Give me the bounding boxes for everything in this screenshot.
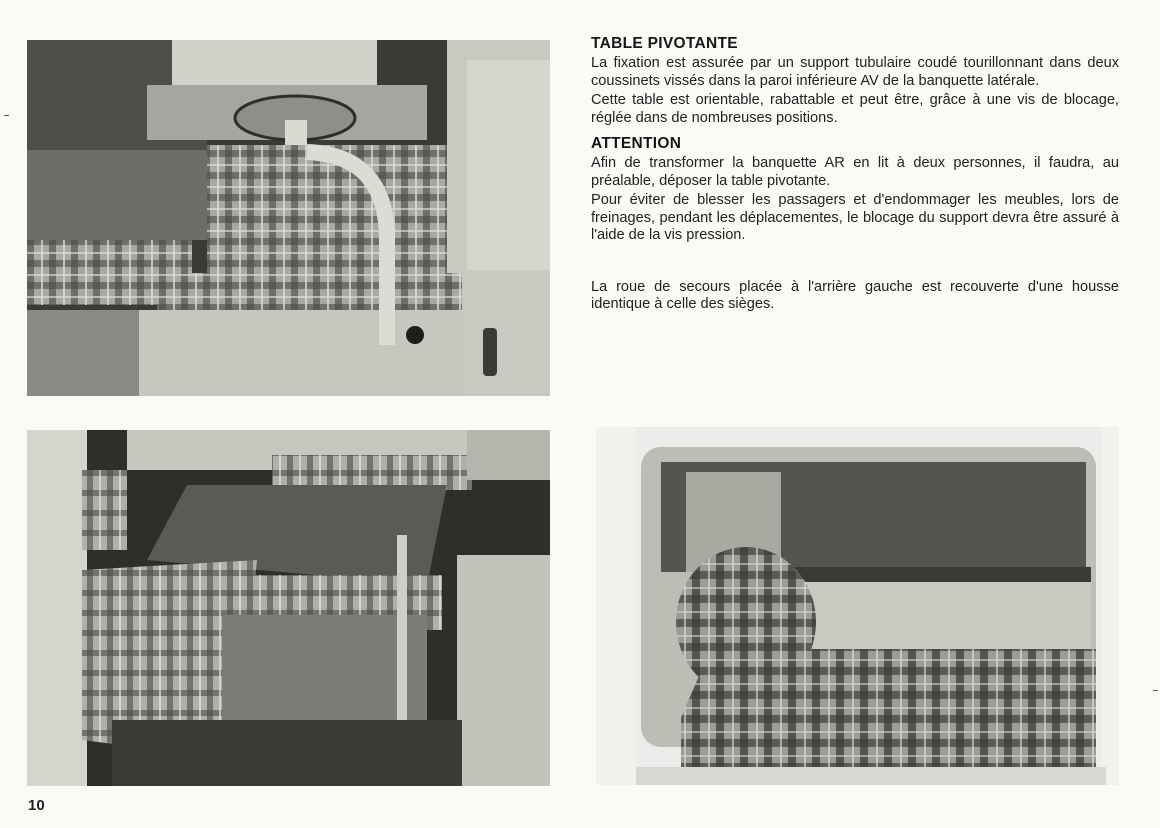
margin-mark <box>1153 690 1158 691</box>
photo-rear-spare-wheel <box>596 427 1119 785</box>
page-number: 10 <box>28 797 45 814</box>
heading-attention: ATTENTION <box>591 135 682 152</box>
paragraph: La roue de secours placée à l'arrière gauche est recouverte d'une housse identique à celle des sièges. <box>591 278 1119 312</box>
photo-interior-table <box>27 430 550 786</box>
paragraph: La fixation est assurée par un support tubulaire coudé tourillonnant dans deux coussinets vissés dans la paroi inférieure AV de la banquette latérale. <box>591 55 1119 89</box>
paragraph: Cette table est orientable, rabattable et peut être, grâce à une vis de blocage, réglée dans de nombreuses positions. <box>591 92 1119 126</box>
section-table-pivotante <box>591 33 1119 127</box>
text-column <box>591 33 1119 320</box>
section-attention <box>591 133 1119 245</box>
photo-swivel-table <box>27 40 550 396</box>
heading-table-pivotante: TABLE PIVOTANTE <box>591 35 738 52</box>
margin-mark <box>4 115 9 116</box>
section-roue-de-secours <box>591 279 1119 314</box>
paragraph: Afin de transformer la banquette AR en lit à deux personnes, il faudra, au préalable, déposer la table pivotante. <box>591 155 1119 189</box>
paragraph: Pour éviter de blesser les passagers et d'endommager les meubles, lors de freinages, pendant les déplacementes, le blocage du support devra être assuré à l'aide de la vis pression. <box>591 192 1119 243</box>
